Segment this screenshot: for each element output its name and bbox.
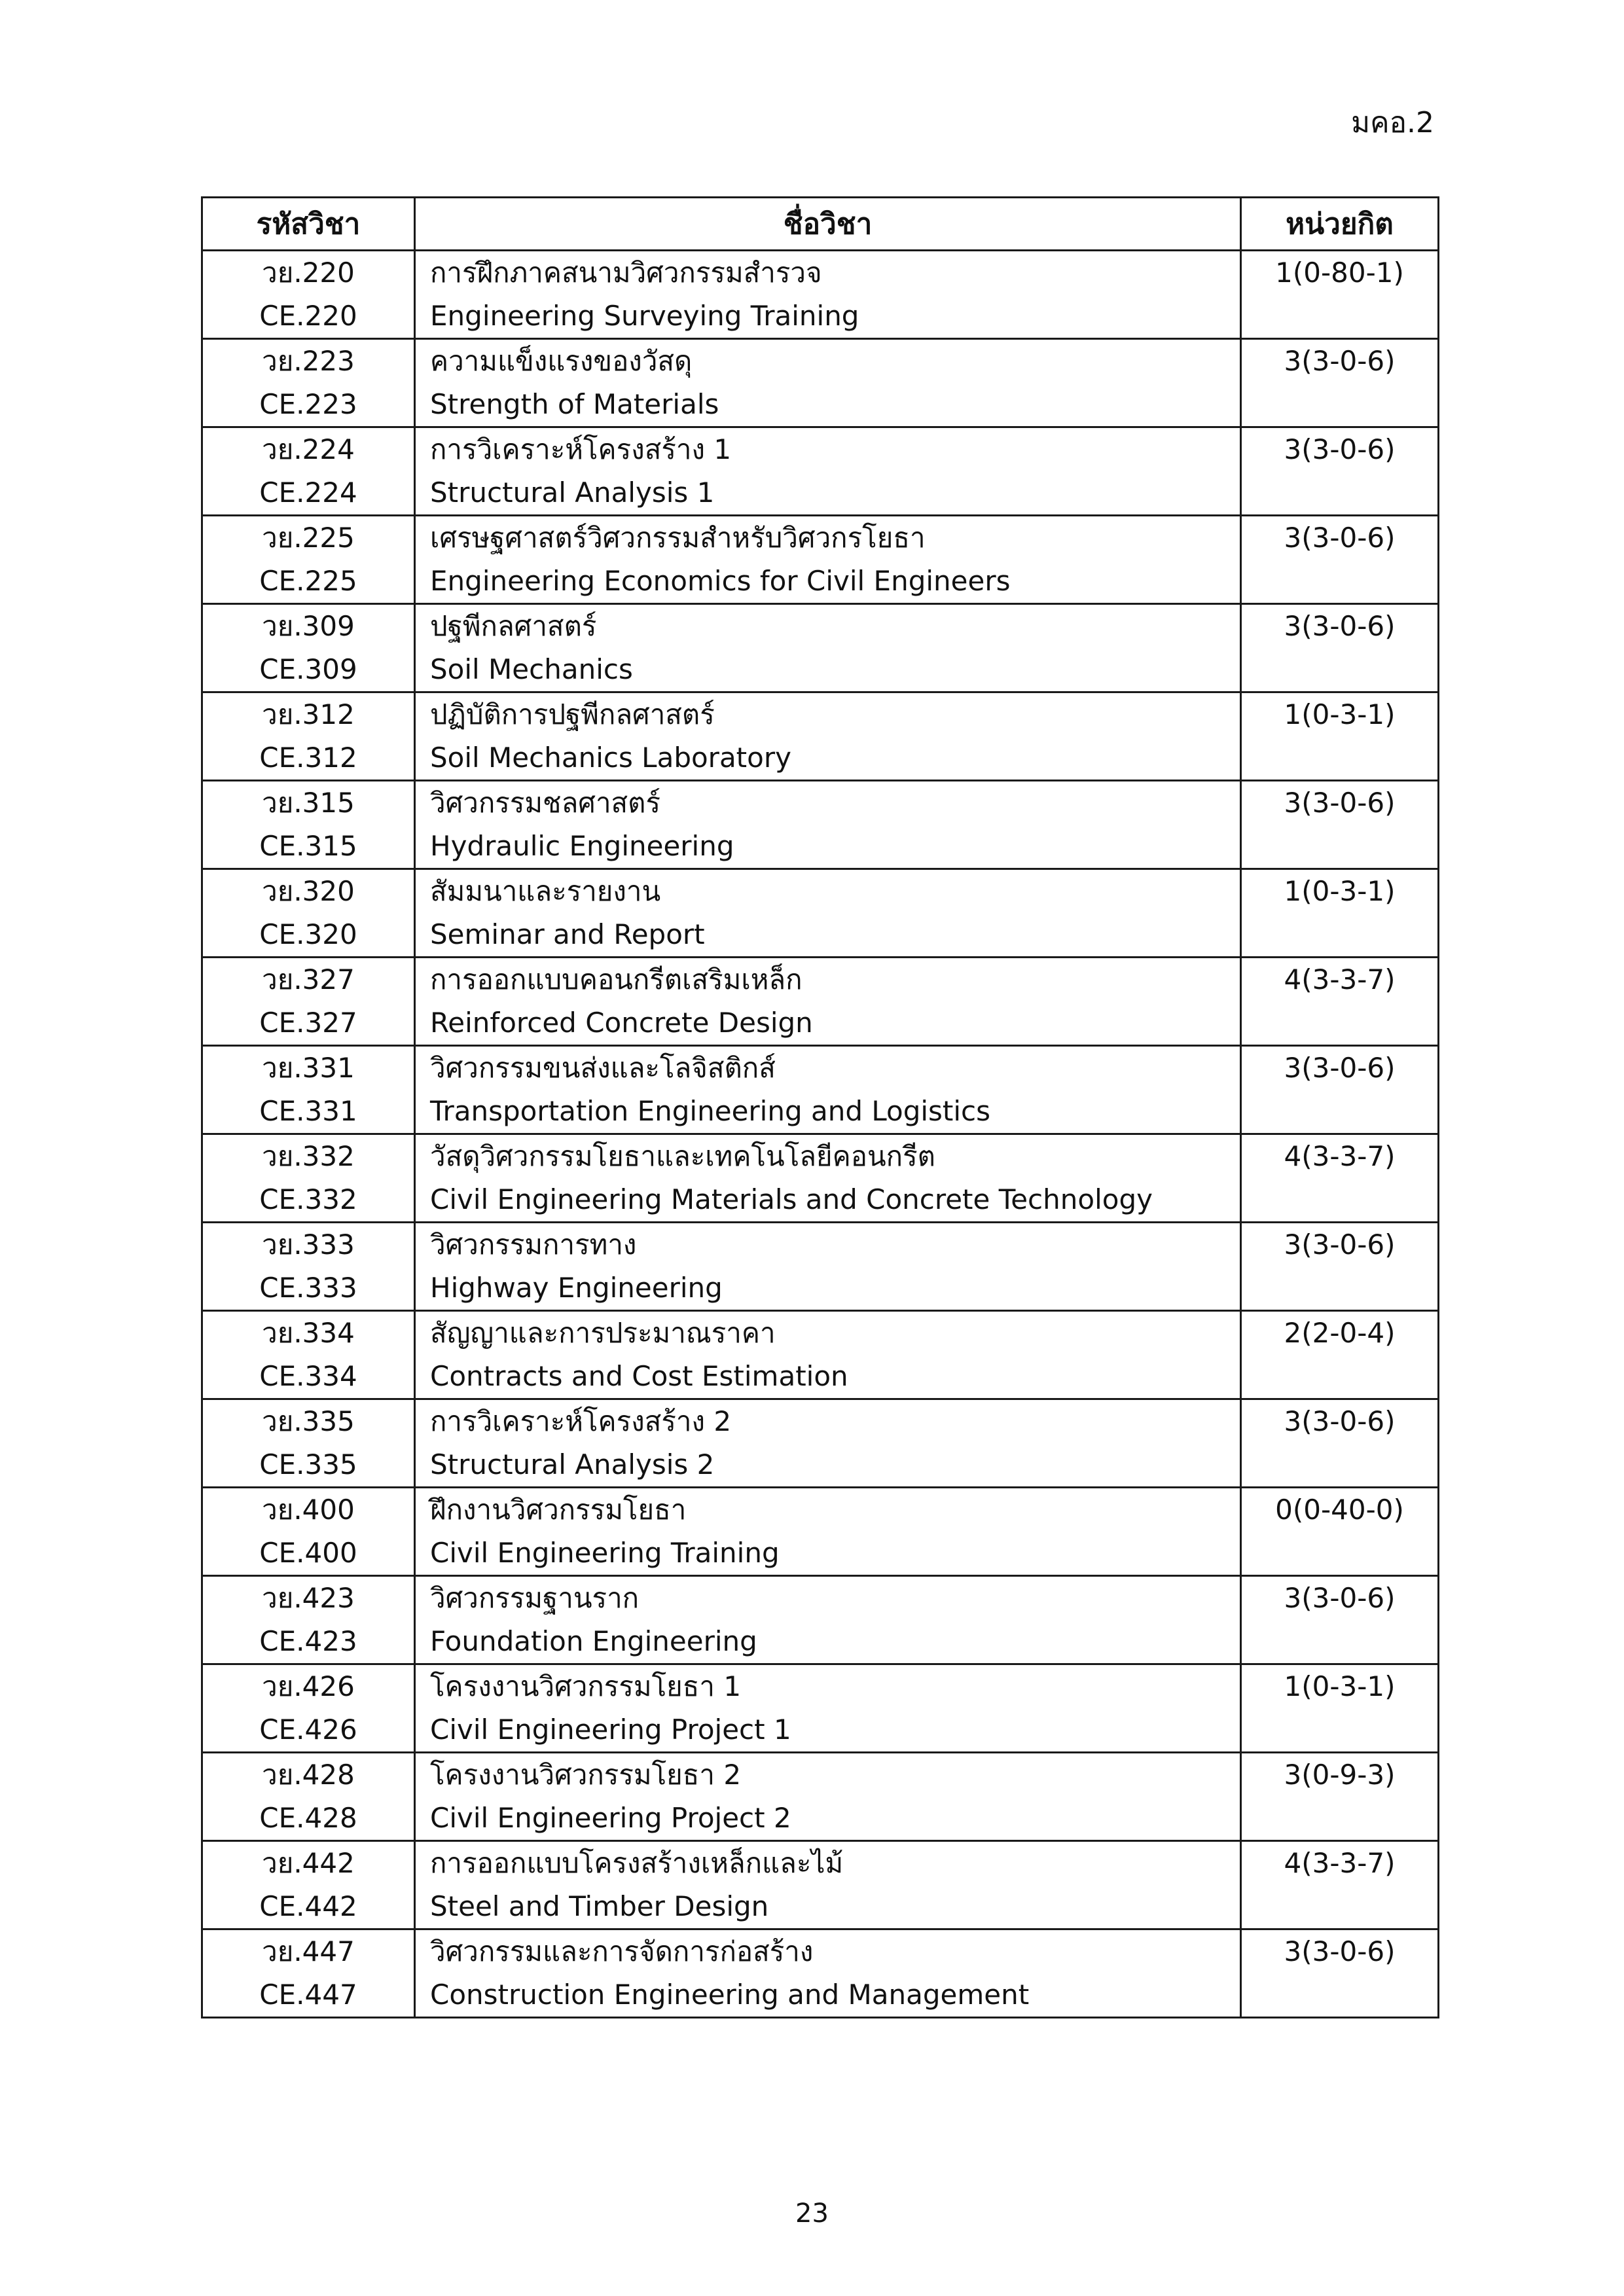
table-row — [202, 1664, 1439, 1753]
course-name-cell — [415, 516, 1241, 604]
course-name-english: Steel and Timber Design — [430, 1890, 769, 1922]
course-code-thai: วย.224 — [262, 433, 355, 465]
table-row — [202, 692, 1439, 781]
course-name-cell — [415, 1664, 1241, 1753]
table-header-row — [202, 198, 1439, 251]
course-name-english: Civil Engineering Training — [430, 1537, 780, 1569]
course-name-thai: ปฐพีกลศาสตร์ — [430, 610, 597, 642]
course-name-cell — [415, 1929, 1241, 2018]
course-name-english: Seminar and Report — [430, 918, 705, 950]
course-name-thai: วิศวกรรมฐานราก — [430, 1582, 640, 1614]
course-code-cell — [202, 1134, 415, 1223]
course-code-english: CE.309 — [259, 653, 357, 685]
course-credits: 1(0-3-1) — [1284, 698, 1396, 730]
course-name-english: Structural Analysis 1 — [430, 476, 715, 509]
course-name-english: Reinforced Concrete Design — [430, 1007, 813, 1039]
course-code-thai: วย.335 — [262, 1405, 355, 1437]
course-credits: 3(0-9-3) — [1284, 1759, 1396, 1791]
course-code-cell — [202, 339, 415, 427]
course-code-thai: วย.315 — [262, 787, 355, 819]
credits-cell — [1241, 1134, 1439, 1223]
course-credits: 3(3-0-6) — [1284, 1229, 1396, 1261]
table-row — [202, 339, 1439, 427]
course-name-thai: การออกแบบโครงสร้างเหล็กและไม้ — [430, 1847, 844, 1879]
table-row — [202, 1046, 1439, 1134]
header-course-name: ชื่อวิชา — [415, 198, 1241, 251]
course-code-thai: วย.327 — [262, 963, 355, 996]
course-name-cell — [415, 339, 1241, 427]
credits-cell — [1241, 1841, 1439, 1929]
course-name-thai: วัสดุวิศวกรรมโยธาและเทคโนโลยีคอนกรีต — [430, 1140, 935, 1172]
course-name-cell — [415, 1223, 1241, 1311]
course-name-cell — [415, 427, 1241, 516]
credits-cell — [1241, 427, 1439, 516]
course-name-english: Soil Mechanics Laboratory — [430, 742, 791, 774]
course-name-cell — [415, 1576, 1241, 1664]
course-name-thai: วิศวกรรมชลศาสตร์ — [430, 787, 661, 819]
course-name-cell — [415, 1399, 1241, 1488]
course-name-english: Strength of Materials — [430, 388, 719, 420]
table-row — [202, 1753, 1439, 1841]
table-row — [202, 1841, 1439, 1929]
course-name-cell — [415, 781, 1241, 869]
credits-cell — [1241, 251, 1439, 339]
course-table — [201, 196, 1439, 2018]
course-code-english: CE.320 — [259, 918, 357, 950]
credits-cell — [1241, 781, 1439, 869]
course-name-cell — [415, 692, 1241, 781]
course-code-english: CE.400 — [259, 1537, 357, 1569]
course-code-cell — [202, 1664, 415, 1753]
course-code-cell — [202, 1046, 415, 1134]
credits-cell — [1241, 1223, 1439, 1311]
course-code-english: CE.333 — [259, 1272, 357, 1304]
course-code-english: CE.225 — [259, 565, 357, 597]
course-code-thai: วย.334 — [262, 1317, 355, 1349]
course-name-english: Contracts and Cost Estimation — [430, 1360, 848, 1392]
course-code-thai: วย.423 — [262, 1582, 355, 1614]
table-row — [202, 958, 1439, 1046]
course-name-cell — [415, 1046, 1241, 1134]
credits-cell — [1241, 1664, 1439, 1753]
course-code-english: CE.334 — [259, 1360, 357, 1392]
course-name-thai: การวิเคราะห์โครงสร้าง 2 — [430, 1405, 732, 1437]
table-row — [202, 516, 1439, 604]
course-code-thai: วย.447 — [262, 1935, 355, 1967]
table-row — [202, 604, 1439, 692]
course-name-thai: การวิเคราะห์โครงสร้าง 1 — [430, 433, 732, 465]
course-credits: 1(0-3-1) — [1284, 875, 1396, 907]
course-credits: 4(3-3-7) — [1284, 963, 1396, 996]
course-code-cell — [202, 869, 415, 958]
credits-cell — [1241, 604, 1439, 692]
course-code-thai: วย.312 — [262, 698, 355, 730]
course-code-english: CE.332 — [259, 1183, 357, 1215]
credits-cell — [1241, 958, 1439, 1046]
course-credits: 3(3-0-6) — [1284, 1935, 1396, 1967]
course-name-english: Engineering Surveying Training — [430, 300, 859, 332]
course-code-cell — [202, 1576, 415, 1664]
course-credits: 3(3-0-6) — [1284, 1052, 1396, 1084]
course-credits: 3(3-0-6) — [1284, 787, 1396, 819]
course-name-thai: วิศวกรรมและการจัดการก่อสร้าง — [430, 1935, 814, 1967]
course-name-thai: ความแข็งแรงของวัสดุ — [430, 345, 693, 377]
course-code-cell — [202, 1488, 415, 1576]
course-code-thai: วย.442 — [262, 1847, 355, 1879]
course-code-thai: วย.320 — [262, 875, 355, 907]
course-credits: 3(3-0-6) — [1284, 1405, 1396, 1437]
course-rows — [202, 251, 1439, 2018]
table-row — [202, 1134, 1439, 1223]
credits-cell — [1241, 1046, 1439, 1134]
credits-cell — [1241, 516, 1439, 604]
course-code-cell — [202, 604, 415, 692]
credits-cell — [1241, 1311, 1439, 1399]
course-code-english: CE.428 — [259, 1802, 357, 1834]
course-code-english: CE.315 — [259, 830, 357, 862]
course-code-cell — [202, 958, 415, 1046]
course-code-cell — [202, 1753, 415, 1841]
table-row — [202, 1929, 1439, 2018]
credits-cell — [1241, 339, 1439, 427]
course-name-english: Hydraulic Engineering — [430, 830, 734, 862]
course-code-english: CE.423 — [259, 1625, 357, 1657]
table-row — [202, 251, 1439, 339]
credits-cell — [1241, 1929, 1439, 2018]
course-name-english: Transportation Engineering and Logistics — [430, 1095, 991, 1127]
course-code-english: CE.220 — [259, 300, 357, 332]
course-code-english: CE.331 — [259, 1095, 357, 1127]
course-name-english: Civil Engineering Materials and Concrete Technology — [430, 1183, 1153, 1215]
table-row — [202, 869, 1439, 958]
credits-cell — [1241, 1576, 1439, 1664]
course-name-thai: วิศวกรรมขนส่งและโลจิสติกส์ — [430, 1052, 776, 1084]
course-credits: 1(0-80-1) — [1275, 257, 1404, 289]
course-code-english: CE.224 — [259, 476, 357, 509]
table-row — [202, 1311, 1439, 1399]
course-name-english: Civil Engineering Project 1 — [430, 1713, 791, 1746]
course-code-english: CE.447 — [259, 1979, 357, 2011]
course-code-english: CE.335 — [259, 1448, 357, 1480]
course-name-english: Civil Engineering Project 2 — [430, 1802, 791, 1834]
header-credits: หน่วยกิต — [1241, 198, 1439, 251]
course-code-english: CE.312 — [259, 742, 357, 774]
course-credits: 3(3-0-6) — [1284, 522, 1396, 554]
course-code-thai: วย.223 — [262, 345, 355, 377]
course-code-thai: วย.331 — [262, 1052, 355, 1084]
table-row — [202, 427, 1439, 516]
course-code-cell — [202, 1399, 415, 1488]
course-name-thai: สัมมนาและรายงาน — [430, 875, 661, 907]
course-name-english: Construction Engineering and Management — [430, 1979, 1030, 2011]
course-code-thai: วย.225 — [262, 522, 355, 554]
course-credits: 3(3-0-6) — [1284, 345, 1396, 377]
course-code-thai: วย.400 — [262, 1494, 355, 1526]
table-row — [202, 1223, 1439, 1311]
course-code-cell — [202, 516, 415, 604]
course-code-english: CE.442 — [259, 1890, 357, 1922]
course-code-thai: วย.428 — [262, 1759, 355, 1791]
course-name-thai: การฝึกภาคสนามวิศวกรรมสำรวจ — [430, 257, 822, 289]
credits-cell — [1241, 692, 1439, 781]
course-code-thai: วย.332 — [262, 1140, 355, 1172]
course-name-cell — [415, 1753, 1241, 1841]
course-credits: 3(3-0-6) — [1284, 1582, 1396, 1614]
course-credits: 3(3-0-6) — [1284, 433, 1396, 465]
table-row — [202, 1576, 1439, 1664]
course-code-english: CE.426 — [259, 1713, 357, 1746]
course-code-cell — [202, 1929, 415, 2018]
credits-cell — [1241, 869, 1439, 958]
course-name-cell — [415, 1311, 1241, 1399]
credits-cell — [1241, 1399, 1439, 1488]
course-code-cell — [202, 1223, 415, 1311]
course-credits: 2(2-0-4) — [1284, 1317, 1396, 1349]
course-name-cell — [415, 958, 1241, 1046]
course-credits: 4(3-3-7) — [1284, 1847, 1396, 1879]
course-name-thai: โครงงานวิศวกรรมโยธา 1 — [430, 1670, 742, 1702]
course-code-thai: วย.426 — [262, 1670, 355, 1702]
course-name-thai: โครงงานวิศวกรรมโยธา 2 — [430, 1759, 742, 1791]
course-code-cell — [202, 692, 415, 781]
course-name-english: Soil Mechanics — [430, 653, 633, 685]
course-name-cell — [415, 604, 1241, 692]
course-code-english: CE.327 — [259, 1007, 357, 1039]
document-code: มคอ.2 — [1351, 106, 1434, 139]
table-row — [202, 1399, 1439, 1488]
course-code-english: CE.223 — [259, 388, 357, 420]
table-row — [202, 1488, 1439, 1576]
header-course-code: รหัสวิชา — [202, 198, 415, 251]
course-credits: 3(3-0-6) — [1284, 610, 1396, 642]
course-name-english: Foundation Engineering — [430, 1625, 757, 1657]
course-name-cell — [415, 1134, 1241, 1223]
course-credits: 0(0-40-0) — [1275, 1494, 1404, 1526]
page-number: 23 — [795, 2198, 829, 2229]
course-credits: 4(3-3-7) — [1284, 1140, 1396, 1172]
course-name-thai: เศรษฐศาสตร์วิศวกรรมสำหรับวิศวกรโยธา — [430, 522, 926, 554]
course-name-thai: ฝึกงานวิศวกรรมโยธา — [430, 1494, 687, 1526]
course-name-thai: วิศวกรรมการทาง — [430, 1229, 637, 1261]
course-code-cell — [202, 1841, 415, 1929]
course-code-cell — [202, 1311, 415, 1399]
course-name-english: Structural Analysis 2 — [430, 1448, 715, 1480]
course-name-english: Highway Engineering — [430, 1272, 723, 1304]
course-code-cell — [202, 427, 415, 516]
course-credits: 1(0-3-1) — [1284, 1670, 1396, 1702]
credits-cell — [1241, 1488, 1439, 1576]
course-code-thai: วย.309 — [262, 610, 355, 642]
course-name-english: Engineering Economics for Civil Engineers — [430, 565, 1011, 597]
table-row — [202, 781, 1439, 869]
course-name-thai: การออกแบบคอนกรีตเสริมเหล็ก — [430, 963, 803, 996]
course-name-cell — [415, 1841, 1241, 1929]
credits-cell — [1241, 1753, 1439, 1841]
course-name-thai: สัญญาและการประมาณราคา — [430, 1317, 776, 1349]
course-code-thai: วย.333 — [262, 1229, 355, 1261]
course-code-thai: วย.220 — [262, 257, 355, 289]
course-name-cell — [415, 251, 1241, 339]
course-name-cell — [415, 869, 1241, 958]
course-name-cell — [415, 1488, 1241, 1576]
course-code-cell — [202, 781, 415, 869]
course-code-cell — [202, 251, 415, 339]
course-name-thai: ปฏิบัติการปฐพีกลศาสตร์ — [430, 698, 715, 730]
